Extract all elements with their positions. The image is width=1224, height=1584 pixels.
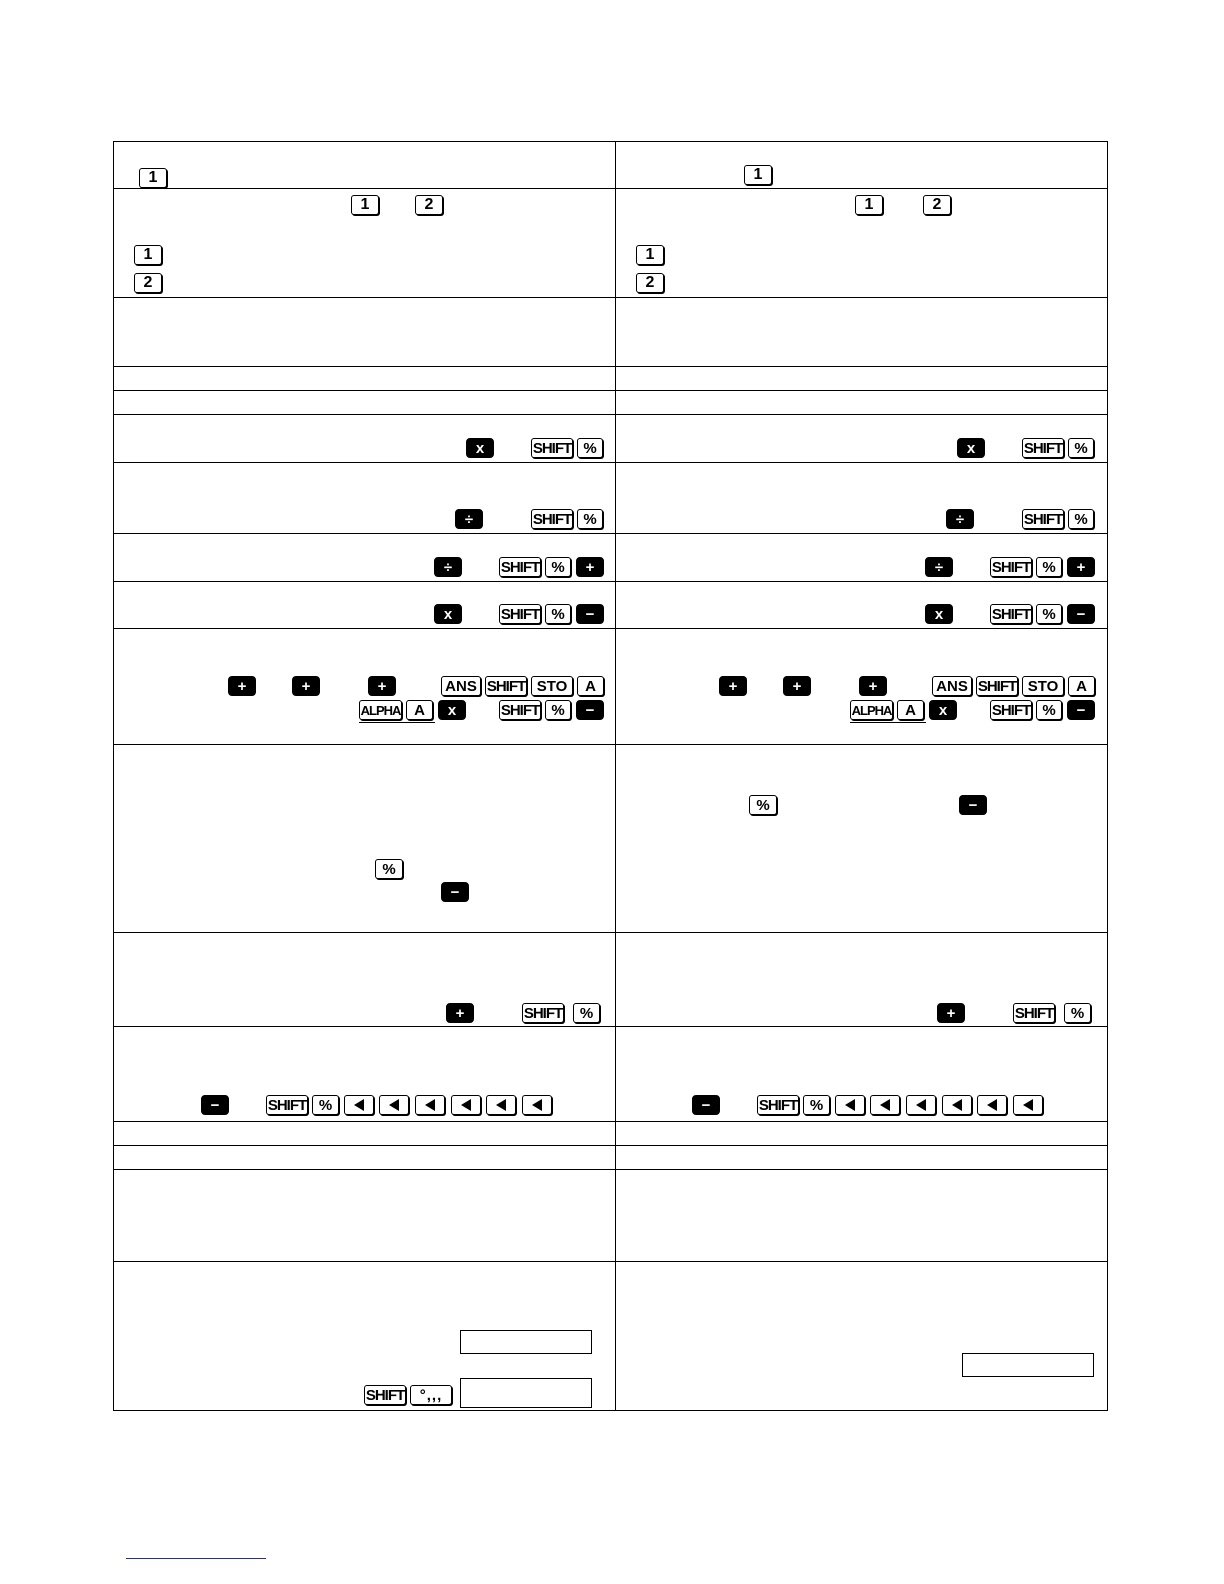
key-percent: %	[1068, 509, 1094, 529]
key-shift: SHIFT	[1023, 439, 1063, 457]
key-ans: ANS	[441, 676, 481, 696]
key-divide: ÷	[455, 509, 483, 529]
left-triangle-arrow-icon	[354, 1099, 364, 1111]
key-multiply: x	[925, 604, 953, 624]
key-percent: %	[545, 604, 571, 624]
key-plus: +	[1067, 557, 1095, 577]
key-shift: SHIFT	[500, 605, 540, 623]
row7-right	[616, 463, 1108, 534]
key-plus: +	[576, 557, 604, 577]
row14-right	[616, 1122, 1108, 1146]
table-row	[114, 298, 1108, 367]
row1-left	[114, 142, 616, 189]
key-percent: %	[1064, 1003, 1091, 1023]
key-alpha: ALPHA	[359, 700, 402, 720]
key-left-arrow	[870, 1095, 900, 1115]
answer-box	[962, 1353, 1094, 1377]
key-shift: SHIFT	[532, 510, 572, 528]
row3-left	[114, 298, 616, 367]
left-triangle-arrow-icon	[496, 1099, 506, 1111]
key-left-arrow	[486, 1095, 516, 1115]
key-sto: STO	[531, 676, 573, 696]
key-ans: ANS	[932, 676, 972, 696]
key-shift: SHIFT	[1014, 1004, 1054, 1022]
key-minus: −	[576, 700, 604, 720]
key-multiply: x	[434, 604, 462, 624]
row17-left	[114, 1262, 616, 1411]
key-2: 2	[134, 273, 162, 293]
key-percent: %	[1036, 700, 1062, 720]
row15-left	[114, 1146, 616, 1170]
row16-right	[616, 1170, 1108, 1262]
key-2: 2	[636, 273, 664, 293]
key-minus: −	[1067, 604, 1095, 624]
row8-left	[114, 534, 616, 582]
key-left-arrow	[344, 1095, 374, 1115]
table-row	[114, 189, 1108, 298]
table-row	[114, 1027, 1108, 1122]
row9-left	[114, 582, 616, 629]
row10-right	[616, 629, 1108, 745]
key-percent: %	[312, 1095, 339, 1115]
key-shift: SHIFT	[991, 701, 1031, 719]
key-2: 2	[415, 195, 443, 215]
row11-left	[114, 745, 616, 933]
row4-right	[616, 367, 1108, 391]
left-triangle-arrow-icon	[532, 1099, 542, 1111]
key-shift: SHIFT	[365, 1386, 405, 1404]
underline-rule	[359, 722, 435, 723]
answer-box	[460, 1330, 592, 1354]
key-shift: SHIFT	[500, 701, 540, 719]
key-shift: SHIFT	[532, 439, 572, 457]
key-percent: %	[803, 1095, 830, 1115]
row10-left	[114, 629, 616, 745]
key-left-arrow	[906, 1095, 936, 1115]
row3-right	[616, 298, 1108, 367]
key-percent: %	[1068, 438, 1094, 458]
key-1: 1	[139, 168, 167, 188]
table-row	[114, 1170, 1108, 1262]
table-row	[114, 629, 1108, 745]
key-1: 1	[134, 245, 162, 265]
key-shift: SHIFT	[977, 677, 1017, 695]
key-plus: +	[859, 676, 887, 696]
key-plus: +	[446, 1003, 474, 1023]
key-1: 1	[351, 195, 379, 215]
row2-left	[114, 189, 616, 298]
row13-left	[114, 1027, 616, 1122]
row12-left	[114, 933, 616, 1027]
left-triangle-arrow-icon	[389, 1099, 399, 1111]
row13-right	[616, 1027, 1108, 1122]
table-row	[114, 142, 1108, 189]
key-shift: SHIFT	[991, 605, 1031, 623]
row8-right	[616, 534, 1108, 582]
key-1: 1	[636, 245, 664, 265]
key-divide: ÷	[434, 557, 462, 577]
key-percent: %	[1036, 557, 1062, 577]
underline-rule	[850, 722, 926, 723]
key-minus: −	[201, 1095, 229, 1115]
left-triangle-arrow-icon	[916, 1099, 926, 1111]
row6-left	[114, 415, 616, 463]
left-triangle-arrow-icon	[1023, 1099, 1033, 1111]
key-minus: −	[692, 1095, 720, 1115]
key-plus: +	[228, 676, 256, 696]
row5-right	[616, 391, 1108, 415]
key-minus: −	[1067, 700, 1095, 720]
row14-left	[114, 1122, 616, 1146]
key-left-arrow	[451, 1095, 481, 1115]
key-shift: SHIFT	[758, 1096, 798, 1114]
row16-left	[114, 1170, 616, 1262]
key-left-arrow	[942, 1095, 972, 1115]
key-percent: %	[749, 795, 777, 815]
key-sto: STO	[1022, 676, 1064, 696]
left-triangle-arrow-icon	[987, 1099, 997, 1111]
key-percent: %	[577, 438, 603, 458]
key-plus: +	[368, 676, 396, 696]
row6-right	[616, 415, 1108, 463]
row15-right	[616, 1146, 1108, 1170]
footnote-rule	[126, 1558, 266, 1559]
key-percent: %	[573, 1003, 600, 1023]
key-percent: %	[577, 509, 603, 529]
row4-left	[114, 367, 616, 391]
key-left-arrow	[379, 1095, 409, 1115]
table-row	[114, 415, 1108, 463]
row12-right	[616, 933, 1108, 1027]
key-2: 2	[923, 195, 951, 215]
left-triangle-arrow-icon	[880, 1099, 890, 1111]
key-percent: %	[375, 859, 403, 879]
instruction-table	[113, 141, 1108, 1411]
key-multiply: x	[957, 438, 985, 458]
key-degrees-minutes-seconds: °,,,	[410, 1385, 452, 1405]
key-shift: SHIFT	[486, 677, 526, 695]
row7-left	[114, 463, 616, 534]
key-divide: ÷	[946, 509, 974, 529]
key-alpha: ALPHA	[850, 700, 893, 720]
table-row	[114, 534, 1108, 582]
key-minus: −	[959, 795, 987, 815]
table-row	[114, 582, 1108, 629]
row9-right	[616, 582, 1108, 629]
key-1: 1	[855, 195, 883, 215]
table-row	[114, 367, 1108, 391]
answer-box	[460, 1378, 592, 1408]
key-percent: %	[545, 557, 571, 577]
key-plus: +	[719, 676, 747, 696]
table-row	[114, 933, 1108, 1027]
key-shift: SHIFT	[991, 558, 1031, 576]
table-row	[114, 745, 1108, 933]
left-triangle-arrow-icon	[845, 1099, 855, 1111]
key-a: A	[406, 700, 433, 720]
key-shift: SHIFT	[1023, 510, 1063, 528]
row1-right	[616, 142, 1108, 189]
left-triangle-arrow-icon	[952, 1099, 962, 1111]
key-shift: SHIFT	[523, 1004, 563, 1022]
key-1: 1	[744, 165, 772, 185]
key-shift: SHIFT	[267, 1096, 307, 1114]
key-divide: ÷	[925, 557, 953, 577]
key-percent: %	[1036, 604, 1062, 624]
table-row	[114, 463, 1108, 534]
row5-left	[114, 391, 616, 415]
key-percent: %	[545, 700, 571, 720]
key-plus: +	[292, 676, 320, 696]
key-multiply: x	[438, 700, 466, 720]
key-left-arrow	[415, 1095, 445, 1115]
key-a: A	[1068, 676, 1095, 696]
key-minus: −	[441, 882, 469, 902]
key-minus: −	[576, 604, 604, 624]
key-left-arrow	[835, 1095, 865, 1115]
table-row	[114, 1122, 1108, 1146]
table-row	[114, 391, 1108, 415]
key-left-arrow	[1013, 1095, 1043, 1115]
row2-right	[616, 189, 1108, 298]
row11-right	[616, 745, 1108, 933]
left-triangle-arrow-icon	[461, 1099, 471, 1111]
row17-right	[616, 1262, 1108, 1411]
table-row	[114, 1262, 1108, 1411]
key-multiply: x	[929, 700, 957, 720]
left-triangle-arrow-icon	[425, 1099, 435, 1111]
key-shift: SHIFT	[500, 558, 540, 576]
key-plus: +	[937, 1003, 965, 1023]
key-left-arrow	[977, 1095, 1007, 1115]
table-row	[114, 1146, 1108, 1170]
key-plus: +	[783, 676, 811, 696]
key-left-arrow	[522, 1095, 552, 1115]
key-multiply: x	[466, 438, 494, 458]
key-a: A	[897, 700, 924, 720]
key-a: A	[577, 676, 604, 696]
